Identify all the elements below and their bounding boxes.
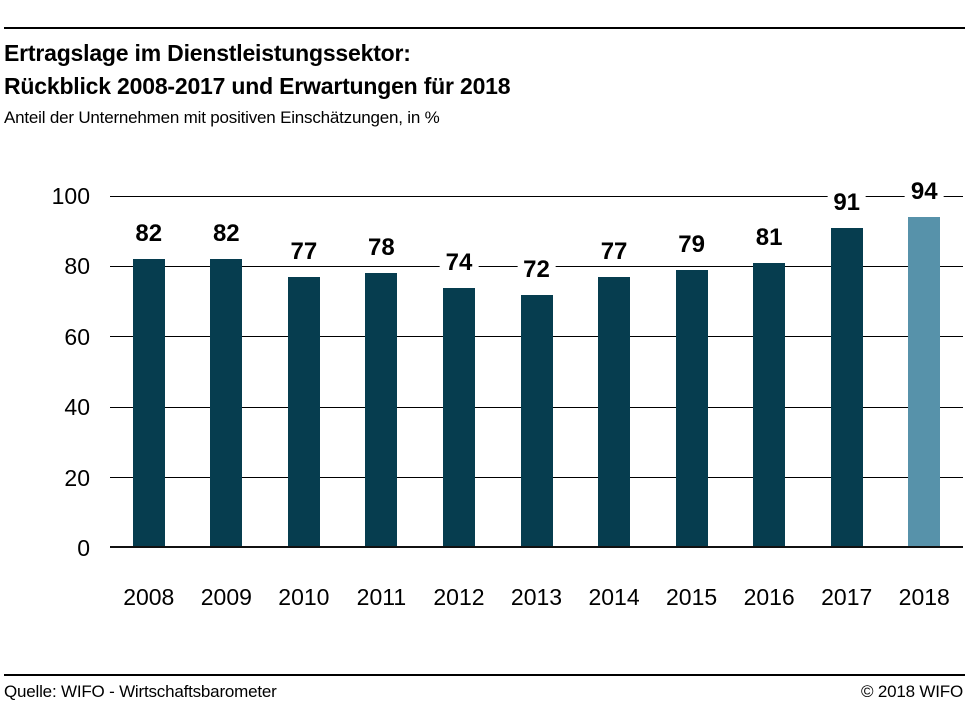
bar-2012: [443, 288, 475, 548]
bar-2009: [210, 259, 242, 548]
bar-value-label-2010: 77: [285, 239, 324, 265]
footer-rule: [4, 674, 965, 676]
bar-2011: [365, 273, 397, 548]
x-axis: [110, 584, 963, 611]
bar-value-label-2011: 78: [362, 235, 401, 261]
x-tick-label-2008: 2008: [123, 584, 175, 610]
chart-subtitle: Anteil der Unternehmen mit positiven Einschätzungen, in %: [4, 108, 440, 127]
bar-group-2009: [188, 196, 266, 548]
x-tick-label-2013: 2013: [510, 584, 563, 610]
x-tick-label-2010: 2010: [278, 584, 330, 610]
bar-value-label-2008: 82: [129, 221, 168, 247]
bar-group-2013: [498, 196, 576, 548]
bar-value-label-2014: 77: [595, 239, 634, 265]
bar-value-label-2012: 74: [440, 250, 479, 276]
x-axis-baseline: [110, 546, 963, 548]
x-tick-label-2014: 2014: [588, 584, 640, 610]
bar-value-label-2016: 81: [750, 225, 789, 251]
x-tick-label-2018: 2018: [898, 584, 950, 610]
x-tick-label-2017: 2017: [821, 584, 873, 610]
copyright-note: © 2018 WIFO: [861, 682, 963, 701]
bar-2018: [908, 217, 940, 548]
x-tick-label-2012: 2012: [433, 584, 485, 610]
y-tick-label-60: 60: [64, 323, 90, 350]
y-tick-label-80: 80: [64, 253, 90, 280]
x-tick-label-2009: 2009: [200, 584, 252, 610]
bar-value-label-2018: 94: [905, 179, 944, 205]
bar-group-2018: [885, 178, 963, 548]
plot-area: [110, 178, 963, 548]
bar-value-label-2009: 82: [207, 221, 246, 247]
bar-2013: [521, 295, 553, 548]
bar-group-2015: [653, 196, 731, 548]
bar-2017: [831, 228, 863, 548]
bar-value-label-2015: 79: [672, 232, 711, 258]
bar-group-2014: [575, 196, 653, 548]
source-note: Quelle: WIFO - Wirtschaftsbarometer: [4, 682, 277, 701]
x-tick-label-2015: 2015: [666, 584, 718, 610]
bar-2008: [133, 259, 165, 548]
bar-group-2012: [420, 196, 498, 548]
bar-group-2011: [343, 196, 421, 548]
bar-group-2017: [808, 188, 886, 548]
bar-group-2016: [730, 196, 808, 548]
bar-series: [110, 178, 963, 548]
y-tick-label-0: 0: [77, 535, 90, 561]
bar-2010: [288, 277, 320, 548]
y-tick-label-100: 100: [51, 183, 90, 209]
top-rule: [4, 27, 965, 29]
y-tick-label-20: 20: [64, 464, 90, 491]
bar-2016: [753, 263, 785, 548]
x-tick-label-2011: 2011: [356, 584, 407, 610]
bar-2014: [598, 277, 630, 548]
chart-title-line2: Rückblick 2008-2017 und Erwartungen für 2018: [4, 73, 511, 99]
bar-value-label-2017: 91: [827, 190, 866, 216]
x-tick-label-2016: 2016: [743, 584, 795, 610]
y-tick-label-40: 40: [64, 394, 90, 421]
chart-title-line1: Ertragslage im Dienstleistungssektor:: [4, 40, 411, 66]
bar-group-2010: [265, 196, 343, 548]
bar-2015: [676, 270, 708, 548]
bar-group-2008: [110, 196, 188, 548]
bar-value-label-2013: 72: [517, 257, 556, 283]
